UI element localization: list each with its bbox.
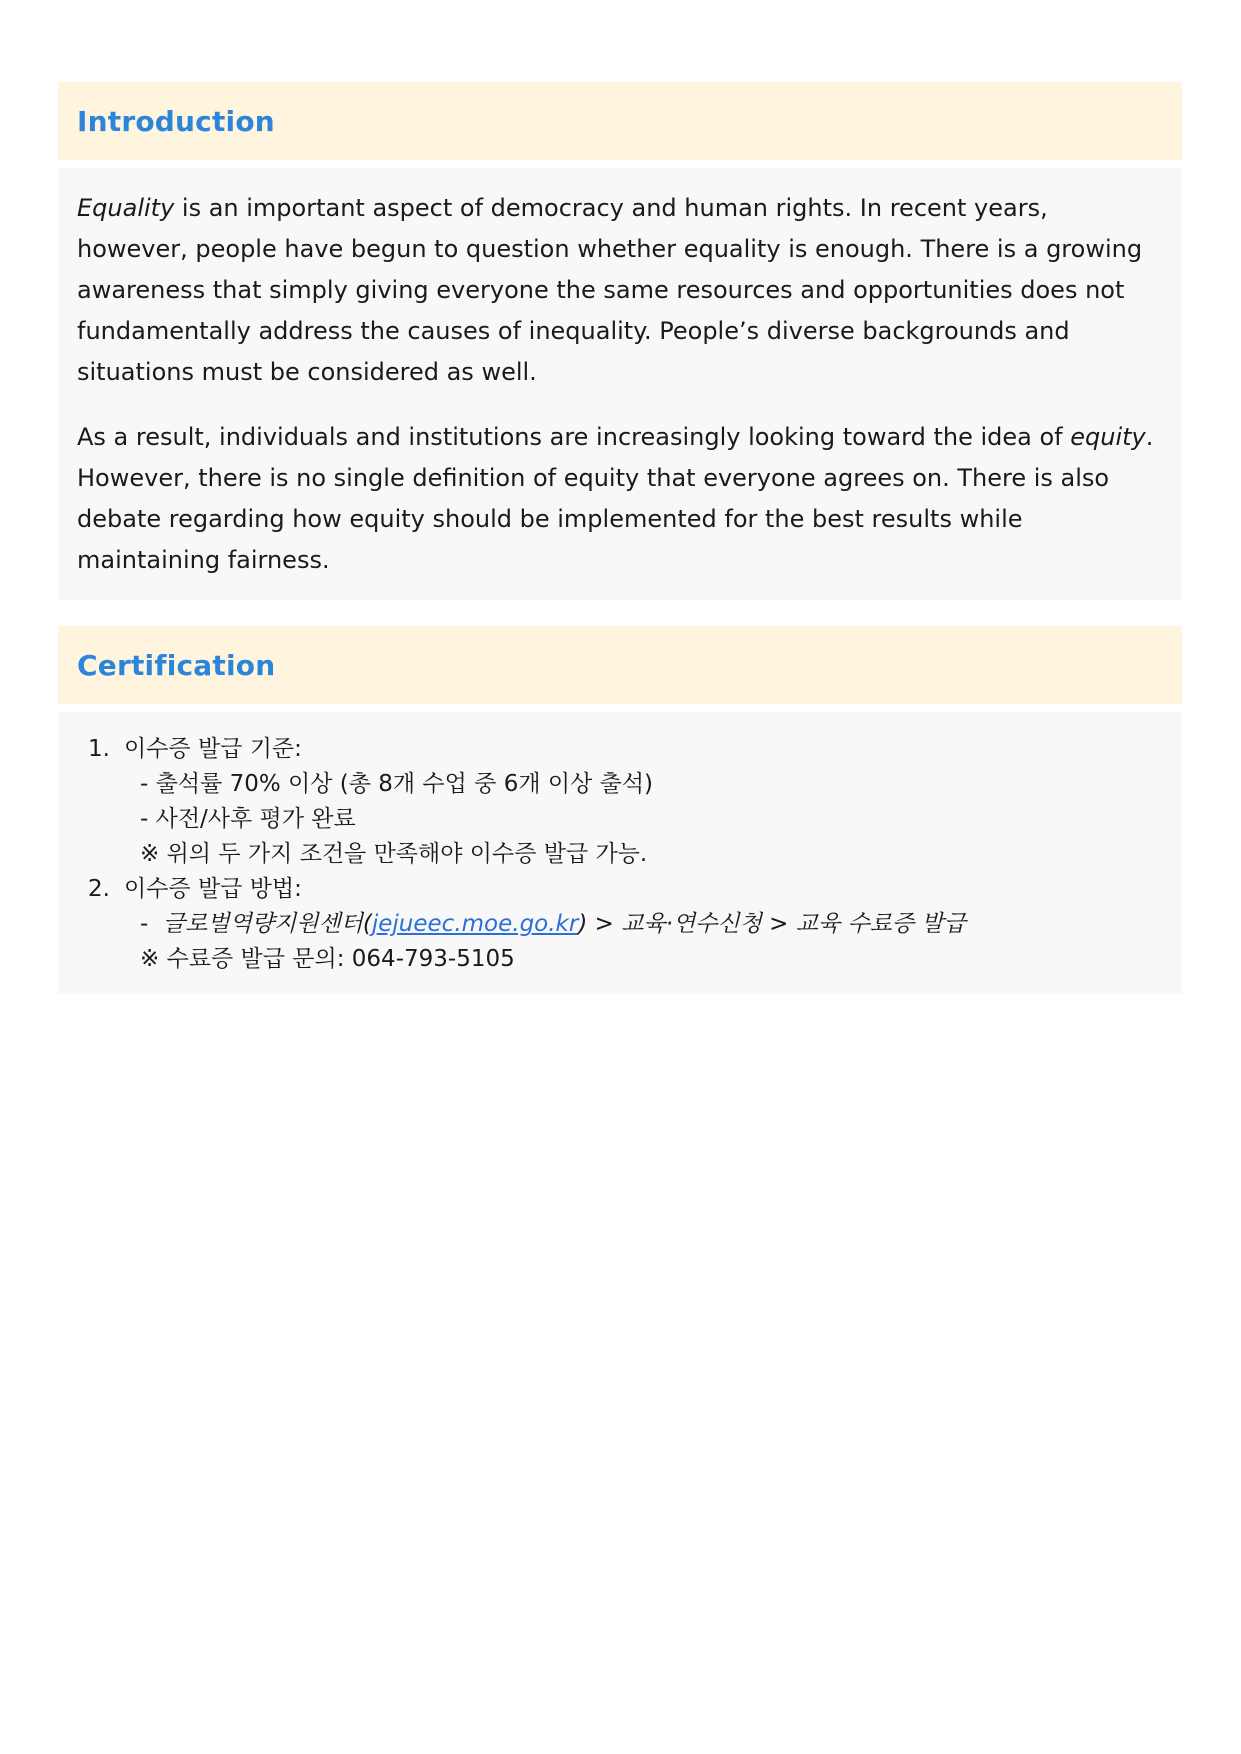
introduction-paragraph-2-rest: . However, there is no single definition of equity that everyone agrees on. There is also debate regarding how equity should be implemented for the best results while maintaining fairness. bbox=[77, 423, 1154, 574]
method-path bbox=[88, 907, 1163, 942]
criteria-attendance: - 출석률 70% 이상 (총 8개 수업 중 6개 이상 출석) bbox=[140, 771, 654, 797]
introduction-paragraph-1 bbox=[77, 188, 1163, 393]
certification-header bbox=[58, 626, 1182, 704]
contact-note: ※ 수료증 발급 문의: 064-793-5105 bbox=[140, 946, 515, 972]
introduction-paragraph-2-start: As a result, individuals and institutions are increasingly looking toward the idea of bbox=[77, 423, 1071, 451]
equality-term: Equality bbox=[77, 194, 175, 222]
introduction-paragraph-1-text: is an important aspect of democracy and human rights. In recent years, however, people have begun to question whether equality is enough. There is a growing awareness that simply giving everyone the same resources and opportunities does not fundamentally address the causes of inequality. People’s diverse backgrounds and situations must be considered as well. bbox=[77, 194, 1143, 386]
method-org: 글로벌역량지원센터( bbox=[162, 911, 372, 937]
certification-section bbox=[58, 626, 1182, 994]
list-item bbox=[88, 872, 1163, 977]
method-prefix: - bbox=[140, 911, 163, 937]
equity-term: equity bbox=[1070, 423, 1146, 451]
document-page bbox=[58, 82, 1182, 994]
list-item-number: 2. bbox=[88, 876, 110, 902]
method-label: 이수증 발급 방법: bbox=[124, 876, 302, 902]
certification-title: Certification bbox=[77, 648, 276, 682]
list-item-number: 1. bbox=[88, 736, 110, 762]
introduction-header bbox=[58, 82, 1182, 160]
criteria-evaluation: - 사전/사후 평가 완료 bbox=[140, 806, 356, 832]
method-menu-path: ) > 교육·연수신청 > 교육 수료증 발급 bbox=[578, 911, 966, 937]
certification-list bbox=[88, 732, 1163, 977]
introduction-body bbox=[58, 168, 1182, 600]
criteria-label: 이수증 발급 기준: bbox=[124, 736, 302, 762]
center-website-link[interactable]: jejueec.moe.go.kr bbox=[371, 911, 579, 937]
list-item bbox=[88, 732, 1163, 872]
criteria-note: ※ 위의 두 가지 조건을 만족해야 이수증 발급 가능. bbox=[140, 841, 648, 867]
introduction-section bbox=[58, 82, 1182, 600]
introduction-title: Introduction bbox=[77, 104, 275, 138]
certification-body bbox=[58, 712, 1182, 994]
introduction-paragraph-2 bbox=[77, 417, 1163, 581]
